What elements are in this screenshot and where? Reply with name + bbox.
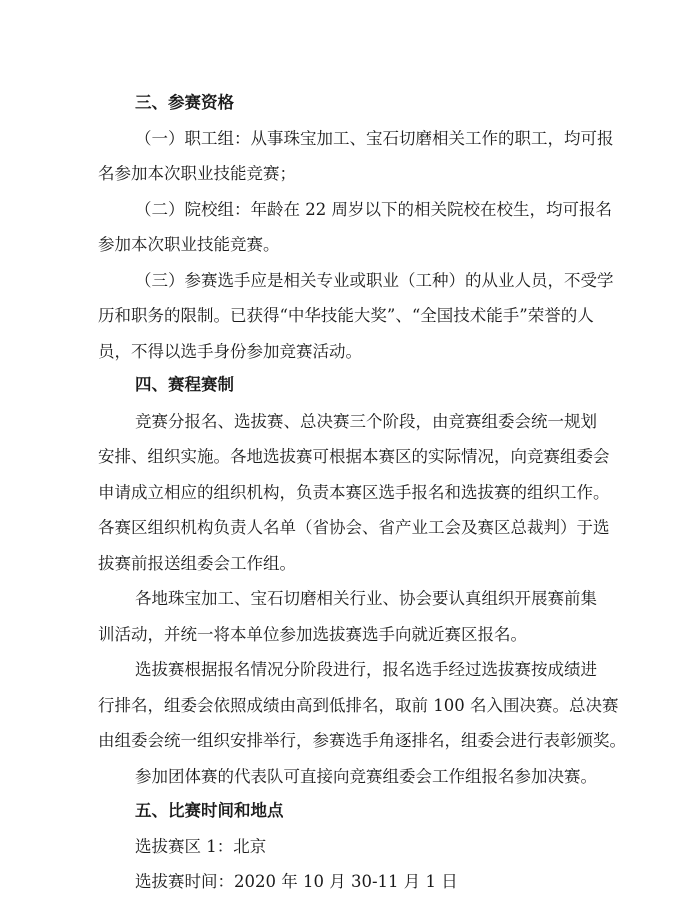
paragraph-line: 选拔赛时间：2020 年 10 月 30-11 月 1 日 xyxy=(135,872,458,891)
paragraph-line: 行排名，组委会依照成绩由高到低排名，取前 100 名入围决赛。总决赛 xyxy=(98,696,619,715)
paragraph-line: 各赛区组织机构负责人名单（省协会、省产业工会及赛区总裁判）于选 xyxy=(98,518,610,537)
paragraph-line: 由组委会统一组织安排举行，参赛选手角逐排名，组委会进行表彰颁奖。 xyxy=(98,731,626,750)
paragraph-line: 选拔赛区 1：北京 xyxy=(135,837,267,856)
paragraph-line: 拔赛前报送组委会工作组。 xyxy=(98,554,296,573)
paragraph-line: 各地珠宝加工、宝石切磨相关行业、协会要认真组织开展赛前集 xyxy=(135,589,597,608)
paragraph-line: （一）职工组：从事珠宝加工、宝石切磨相关工作的职工，均可报 xyxy=(135,129,614,148)
paragraph-line: 参加团体赛的代表队可直接向竞赛组委会工作组报名参加决赛。 xyxy=(135,767,597,786)
paragraph-line: 员，不得以选手身份参加竞赛活动。 xyxy=(98,342,362,361)
paragraph-line: 选拔赛根据报名情况分阶段进行，报名选手经过选拔赛按成绩进 xyxy=(135,660,597,679)
section-heading-eligibility: 三、参赛资格 xyxy=(135,93,234,112)
paragraph-line: （三）参赛选手应是相关专业或职业（工种）的从业人员，不受学 xyxy=(135,271,614,290)
section-heading-time-location: 五、比赛时间和地点 xyxy=(135,801,284,820)
paragraph-line: 历和职务的限制。已获得“中华技能大奖”、“全国技术能手”荣誉的人 xyxy=(98,306,594,325)
paragraph-line: 安排、组织实施。各地选拔赛可根据本赛区的实际情况，向竞赛组委会 xyxy=(98,447,610,466)
section-heading-schedule: 四、赛程赛制 xyxy=(135,375,234,394)
paragraph-line: 申请成立相应的组织机构，负责本赛区选手报名和选拔赛的组织工作。 xyxy=(98,483,610,502)
paragraph-line: 训活动，并统一将本单位参加选拔赛选手向就近赛区报名。 xyxy=(98,625,527,644)
paragraph-line: 参加本次职业技能竞赛。 xyxy=(98,235,280,254)
paragraph-line: 竞赛分报名、选拔赛、总决赛三个阶段，由竞赛组委会统一规划 xyxy=(135,412,597,431)
paragraph-line: （二）院校组：年龄在 22 周岁以下的相关院校在校生，均可报名 xyxy=(135,200,612,219)
paragraph-line: 名参加本次职业技能竞赛； xyxy=(98,164,296,183)
